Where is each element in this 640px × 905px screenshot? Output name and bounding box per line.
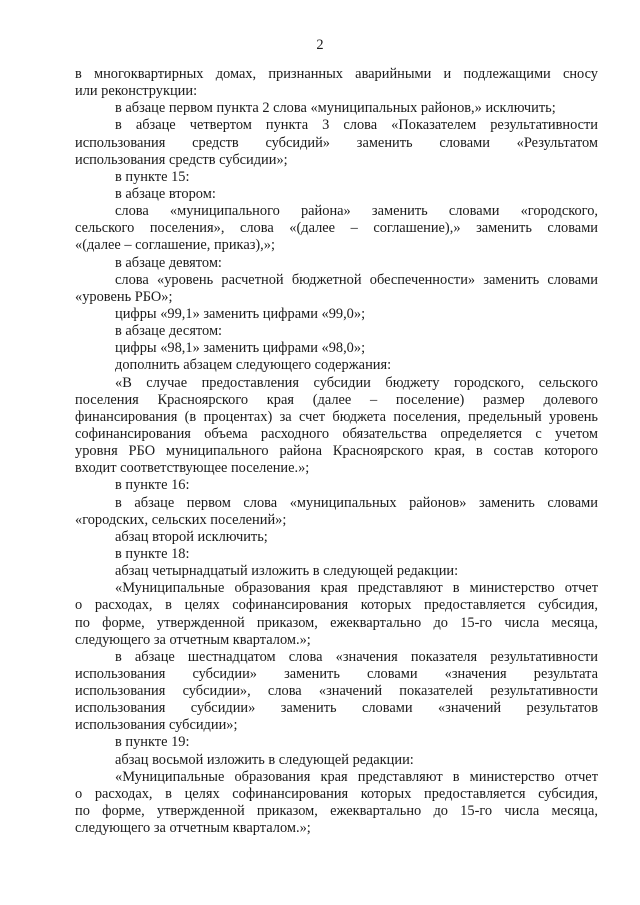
paragraph — [75, 649, 598, 734]
text-line: в абзаце первом слова «муниципальных районов» заменить словами — [115, 494, 598, 511]
paragraph — [75, 117, 598, 168]
text-line: «(далее – соглашение, приказ),»; — [75, 237, 275, 254]
paragraph — [75, 100, 598, 117]
text-line: цифры «98,1» заменить цифрами «98,0»; — [115, 340, 366, 357]
text-line: поселения Красноярского края (далее – поселение) размер долевого — [75, 391, 598, 408]
text-line: следующего за отчетным кварталом.»; — [75, 820, 311, 837]
page-number: 2 — [316, 37, 324, 53]
text-line: о расходах, в целях софинансирования которых предоставляется субсидия, — [75, 785, 598, 802]
paragraph — [75, 66, 598, 100]
text-line: абзац четырнадцатый изложить в следующей редакции: — [115, 563, 459, 580]
paragraph — [75, 203, 598, 254]
text-line: использования средств субсидий» заменить словами «Результатом — [75, 134, 598, 151]
text-line: слова «муниципального района» заменить словами «городского, — [115, 203, 598, 220]
text-line: о расходах, в целях софинансирования которых предоставляется субсидия, — [75, 597, 598, 614]
paragraph — [75, 340, 598, 357]
paragraph — [75, 546, 598, 563]
text-line: цифры «99,1» заменить цифрами «99,0»; — [115, 305, 366, 322]
paragraph — [75, 769, 598, 837]
text-line: использования субсидии», слова «значений показателей результативности — [75, 683, 598, 700]
text-line: финансирования (в процентах) за счет бюджета поселения, предельный уровень — [75, 408, 598, 425]
text-line: слова «уровень расчетной бюджетной обеспеченности» заменить словами — [115, 271, 598, 288]
text-line: в абзаце четвертом пункта 3 слова «Показателем результативности — [115, 117, 598, 134]
text-line: сельского поселения», слова «(далее – соглашение),» заменить словами — [75, 220, 598, 237]
paragraph — [75, 495, 598, 529]
paragraph — [75, 255, 598, 272]
paragraph — [75, 477, 598, 494]
text-line: следующего за отчетным кварталом.»; — [75, 631, 311, 648]
text-line: «Муниципальные образования края представляют в министерство отчет — [115, 768, 598, 785]
text-line: входит соответствующее поселение.»; — [75, 460, 310, 477]
text-line: «уровень РБО»; — [75, 288, 173, 305]
text-line: дополнить абзацем следующего содержания: — [115, 357, 392, 374]
text-line: «В случае предоставления субсидии бюджету городского, сельского — [115, 374, 598, 391]
paragraph — [75, 563, 598, 580]
text-line: в многоквартирных домах, признанных аварийными и подлежащими сносу — [75, 66, 598, 82]
text-line: или реконструкции: — [75, 83, 198, 100]
text-line: в абзаце девятом: — [115, 254, 222, 271]
text-line: использования субсидии» заменить словами «значений результатов — [75, 700, 598, 717]
paragraph — [75, 580, 598, 648]
text-line: использования субсидии»; — [75, 717, 238, 734]
text-line: абзац второй исключить; — [115, 528, 268, 545]
text-line: в абзаце втором: — [115, 185, 216, 202]
text-line: в пункте 16: — [115, 477, 190, 494]
paragraph — [75, 734, 598, 751]
paragraph — [75, 357, 598, 374]
text-line: в абзаце десятом: — [115, 323, 223, 340]
paragraph — [75, 375, 598, 477]
text-line: использования средств субсидии»; — [75, 151, 288, 168]
text-line: в абзаце первом пункта 2 слова «муниципальных районов,» исключить; — [115, 100, 556, 117]
text-line: уровня РБО муниципального района Красноярского края, в состав которого — [75, 443, 598, 460]
text-line: «городских, сельских поселений»; — [75, 511, 287, 528]
paragraph — [75, 752, 598, 769]
document-body — [75, 66, 598, 837]
text-line: «Муниципальные образования края представляют в министерство отчет — [115, 580, 598, 597]
paragraph — [75, 186, 598, 203]
text-line: в абзаце шестнадцатом слова «значения показателя результативности — [115, 648, 598, 665]
text-line: по форме, утвержденной приказом, ежеквартально до 15-го числа месяца, — [75, 803, 598, 820]
text-line: в пункте 19: — [115, 734, 190, 751]
text-line: софинансирования объема расходного обязательства определяется с учетом — [75, 425, 598, 442]
paragraph — [75, 169, 598, 186]
paragraph — [75, 529, 598, 546]
text-line: использования субсидии» заменить словами «значения результата — [75, 665, 598, 682]
text-line: абзац восьмой изложить в следующей редакции: — [115, 751, 414, 768]
paragraph — [75, 306, 598, 323]
text-line: в пункте 15: — [115, 168, 190, 185]
text-line: в пункте 18: — [115, 545, 190, 562]
text-line: по форме, утвержденной приказом, ежеквартально до 15-го числа месяца, — [75, 614, 598, 631]
paragraph — [75, 272, 598, 306]
paragraph — [75, 323, 598, 340]
